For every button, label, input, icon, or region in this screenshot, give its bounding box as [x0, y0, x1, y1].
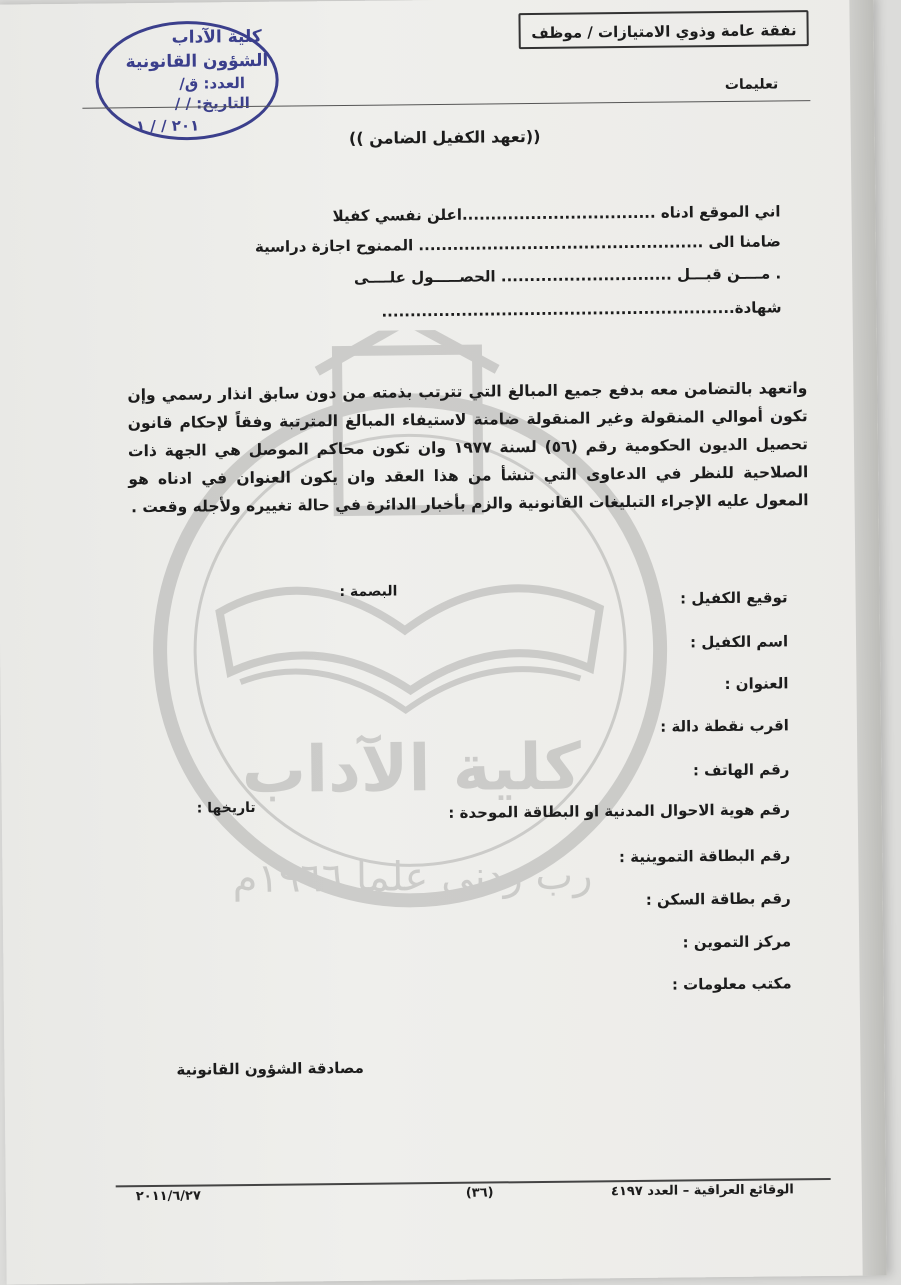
stamp-college: كلية الآداب — [171, 26, 262, 48]
declaration-line-3: . مــــن قبـــل .............................. الحصـــــول علــــى — [353, 264, 782, 287]
phone-number-label: رقم الهاتف : — [692, 760, 790, 780]
stamp-department: الشؤون القانونية — [125, 50, 269, 73]
stamp-date: التاريخ: / / — [174, 93, 250, 113]
declaration-line-4: شهادة.............................................................. — [381, 298, 782, 321]
gazette-date: ٢٠١١/٦/٢٧ — [135, 1188, 201, 1205]
info-office-label: مكتب معلومات : — [671, 974, 792, 994]
stamp-year: ٢٠١ / / ١ — [135, 116, 200, 136]
watermark-arc-text: كلية الآداب — [241, 730, 582, 809]
supply-center-label: مركز التموين : — [682, 932, 792, 952]
guarantor-signature-label: توقيع الكفيل : — [679, 588, 788, 608]
address-label: العنوان : — [724, 674, 789, 694]
nearest-landmark-label: اقرب نقطة دالة : — [660, 716, 790, 736]
gazette-issue: الوقائع العراقية – العدد ٤١٩٧ — [610, 1182, 794, 1200]
form-category-box: نفقة عامة وذوي الامتيازات / موظف — [518, 10, 808, 49]
legal-approval-label: مصادقة الشؤون القانونية — [176, 1058, 364, 1079]
page-edge — [849, 0, 886, 1276]
section-label: تعليمات — [724, 76, 779, 93]
guarantor-name-label: اسم الكفيل : — [690, 632, 789, 652]
residence-card-label: رقم بطاقة السكن : — [645, 889, 791, 909]
page-number: (٣٦) — [465, 1185, 494, 1201]
stamp-number: العدد: ق/ — [179, 74, 246, 93]
undertaking-paragraph: واتعهد بالتضامن معه بدفع جميع المبالغ التي تترتب بذمته من دون سابق انذار رسمي وإن تكون أموالي المنقولة وغير المنقولة ضامنة لاستيفاء المبالغ المترتبة وفقاً لإحكام قانون تحصيل الديون الحكومية رقم (٥٦) لسنة ١٩٧٧ وان تكون محاكم الموصل هي الجهة ذات الصلاحية للنظر في الدعاوى التي تنشأ من هذا العقد وان يكون العنوان في ادناه هو المعول عليه الإجراء التبليغات القانونية والزم بأخبار الدائرة في حالة تغييره ولأجله وقعت . — [127, 379, 809, 517]
document-title: ((تعهد الكفيل الضامن )) — [348, 126, 541, 148]
id-date-label: تاريخها : — [196, 799, 256, 817]
legal-affairs-stamp — [91, 16, 282, 146]
declaration-line-1: اني الموقع ادناه ..................................اعلن نفسي كفيلا — [332, 202, 781, 226]
national-id-label: رقم هوية الاحوال المدنية او البطاقة الموحدة : — [448, 800, 790, 822]
watermark-ring-text: رب زدني علما ١٩٦٦م — [232, 852, 593, 903]
fingerprint-label: البصمة : — [339, 583, 398, 601]
declaration-line-2: ضامنا الى .................................................. الممنوح اجازة دراسية — [254, 232, 781, 256]
ration-card-label: رقم البطاقة التموينية : — [618, 846, 791, 867]
